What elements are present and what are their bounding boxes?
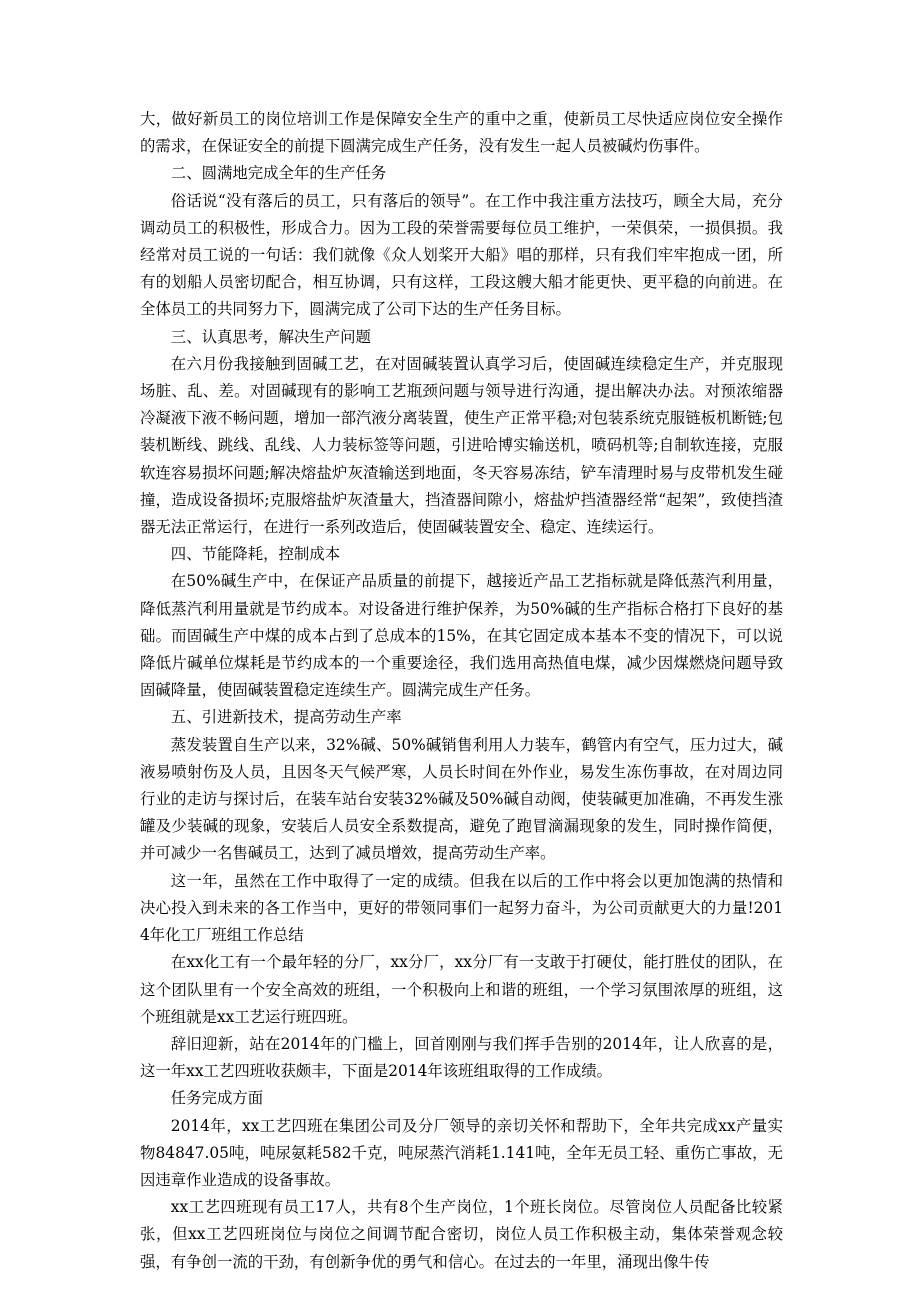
paragraph-intro-continuation: 大，做好新员工的岗位培训工作是保障安全生产的重中之重，使新员工尽快适应岗位安全操作的需求，在保证安全的前提下圆满完成生产任务，没有发生一起人员被碱灼伤事件。 [140,110,783,156]
paragraph-new-year: 辞旧迎新，站在2014年的门槛上，回首刚刚与我们挥手告别的2014年，让人欣喜的是，这一年xx工艺四班收获颇丰，下面是2014年该班组取得的工作成绩。 [140,1034,783,1081]
paragraph-task-completion: 2014年，xx工艺四班在集团公司及分厂领导的亲切关怀和帮助下，全年共完成xx产量实物84847.05吨，吨尿氨耗582千克，吨尿蒸汽消耗1.141吨，全年无员工轻、重伤亡事故，无因违章作业造成的设备事故。 [140,1116,783,1189]
section-heading-task-completion: 任务完成方面 [170,1089,264,1108]
section-heading-new-technology: 五、引进新技术，提高劳动生产率 [170,708,402,727]
paragraph-production-task: 俗话说“没有落后的员工，只有落后的领导”。在工作中我注重方法技巧，顾全大局，充分调动员工的积极性，形成合力。因为工段的荣誉需要每位员工维护，一荣俱荣，一损俱损。我经常对员工说的一句话：我们就像《众人划桨开大船》唱的那样，只有我们牢牢抱成一团，所有的划船人员密切配合，相互协调，只有这样，工段这艘大船才能更快、更平稳的向前进。在全体员工的共同努力下，圆满完成了公司下达的生产任务目标。 [140,191,783,319]
document-body [140,106,783,1276]
section-heading-production-task: 二、圆满地完成全年的生产任务 [170,164,387,183]
section-heading-energy-saving: 四、节能降耗，控制成本 [170,545,341,564]
paragraph-team-intro: 在xx化工有一个最年轻的分厂，xx分厂，xx分厂有一支敢于打硬仗，能打胜仗的团队，在这个团队里有一个安全高效的班组，一个积极向上和谐的班组，一个学习氛围浓厚的班组，这个班组就是xx工艺运行班四班。 [140,953,783,1026]
section-heading-solve-problems: 三、认真思考，解决生产问题 [170,327,371,346]
paragraph-new-technology: 蒸发装置自生产以来，32%碱、50%碱销售利用人力装车，鹤管内有空气，压力过大，碱液易喷射伤及人员，且因冬天气候严寒，人员长时间在外作业，易发生冻伤事故，在对周边同行业的走访与探讨后，在装车站台安装32%碱及50%碱自动阀，使装碱更加准确，不再发生涨罐及少装碱的现象，安装后人员安全系数提高，避免了跑冒滴漏现象的发生，同时操作简便，并可减少一名售碱员工，达到了减员增效，提高劳动生产率。 [140,735,783,863]
paragraph-energy-saving: 在50%碱生产中，在保证产品质量的前提下，越接近产品工艺指标就是降低蒸汽利用量，降低蒸汽利用量就是节约成本。对设备进行维护保养，为50%碱的生产指标合格打下良好的基础。而固碱生产中煤的成本占到了总成本的15%，在其它固定成本基本不变的情况下，可以说降低片碱单位煤耗是节约成本的一个重要途径，我们选用高热值电煤，减少因煤燃烧问题导致固碱降量，使固碱装置稳定连续生产。圆满完成生产任务。 [140,572,783,700]
paragraph-solve-problems: 在六月份我接触到固碱工艺，在对固碱装置认真学习后，使固碱连续稳定生产，并克服现场脏、乱、差。对固碱现有的影响工艺瓶颈问题与领导进行沟通，提出解决办法。对预浓缩器冷凝液下液不畅问题，增加一部汽液分离装置，使生产正常平稳;对包装系统克服链板机断链;包装机断线、跳线、乱线、人力装标签等问题，引进哈博实输送机，喷码机等;自制软连接，克服软连容易损坏问题;解决熔盐炉灰渣输送到地面，冬天容易冻结，铲车清理时易与皮带机发生碰撞，造成设备损坏;克服熔盐炉灰渣量大，挡渣器间隙小，熔盐炉挡渣器经常“起架”，致使挡渣器无法正常运行，在进行一系列改造后，使固碱装置安全、稳定、连续运行。 [140,354,783,537]
paragraph-year-conclusion: 这一年，虽然在工作中取得了一定的成绩。但我在以后的工作中将会以更加饱满的热情和决心投入到未来的各工作当中，更好的带领同事们一起努力奋斗，为公司贡献更大的力量!2014年化工厂班组工作总结 [140,871,783,945]
paragraph-team-staff: xx工艺四班现有员工17人，共有8个生产岗位，1个班长岗位。尽管岗位人员配备比较紧张，但xx工艺四班岗位与岗位之间调节配合密切，岗位人员工作积极主动，集体荣誉观念较强，有争创一流的干劲，有创新争优的勇气和信心。在过去的一年里，涌现出像牛传 [140,1198,783,1271]
